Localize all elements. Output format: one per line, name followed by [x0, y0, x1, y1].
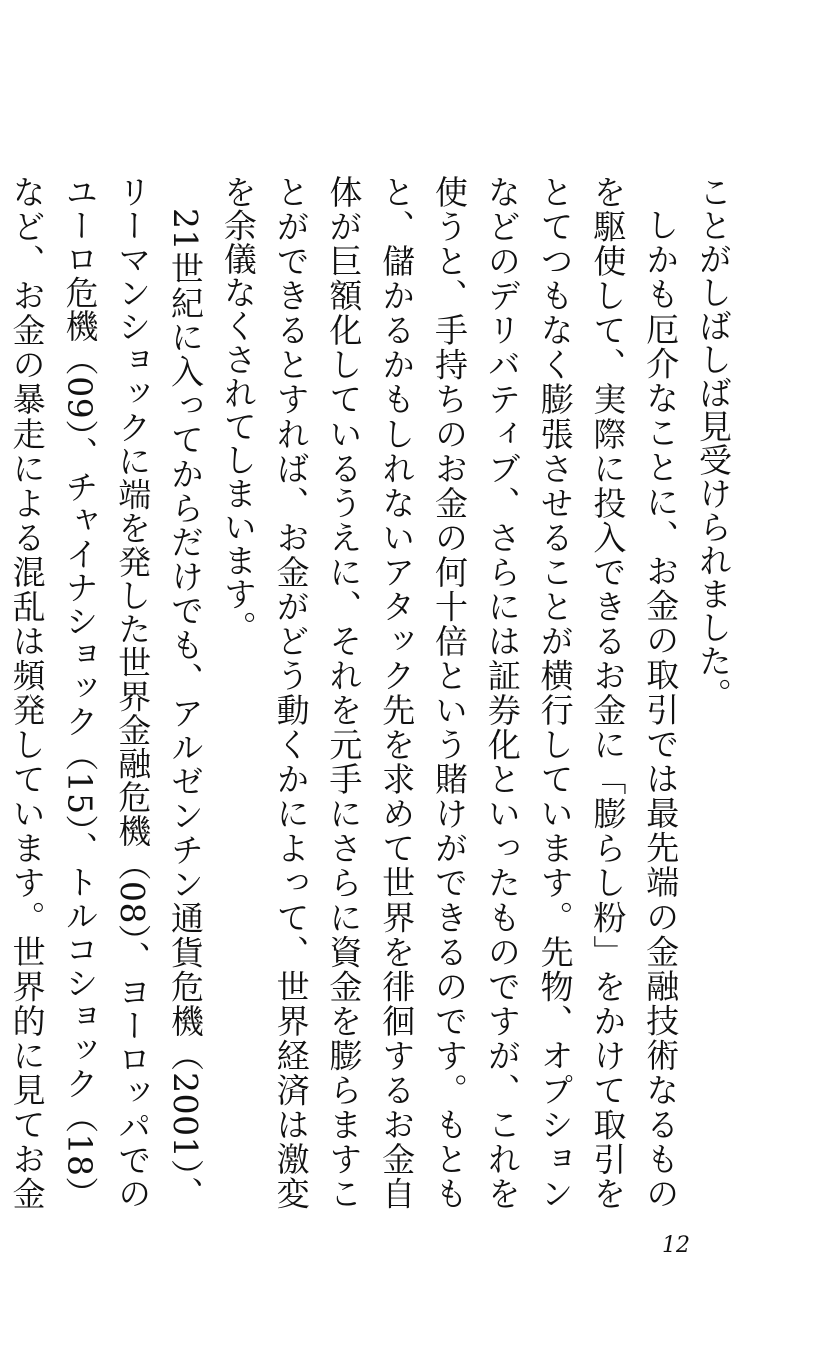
- vertical-text-body: [7, 175, 739, 1211]
- paragraph-continuation: ことがしばしば見受けられました。: [694, 175, 733, 711]
- paragraph-crises: 21世紀に入ってからだけでも、アルゼンチン通貨危機（2001）、リーマンショックに端を発した世界金融危機（08）、ヨーロッパでのユーロ危機（09）、チャイナショック（15）、トルコショック（18）など、お金の暴走による混乱は頻発しています。世界的に見てお金: [7, 175, 206, 1210]
- paragraph-leverage: しかも厄介なことに、お金の取引では最先端の金融技術なるものを駆使して、実際に投入できるお金に「膨らし粉」をかけて取引をとてつもなく膨張させることが横行しています。先物、オプションなどのデリバティブ、さらには証券化といったものですが、これを使うと、手持ちのお金の何十倍という賭けができるのです。もともと、儲かるかもしれないアタック先を求めて世界を徘徊するお金自体が巨額化しているうえに、それを元手にさらに資金を膨らますことができるとすれば、お金がどう動くかによって、世界経済は激変を余儀なくされてしまいます。: [218, 175, 681, 1211]
- page-number: 12: [662, 1233, 690, 1258]
